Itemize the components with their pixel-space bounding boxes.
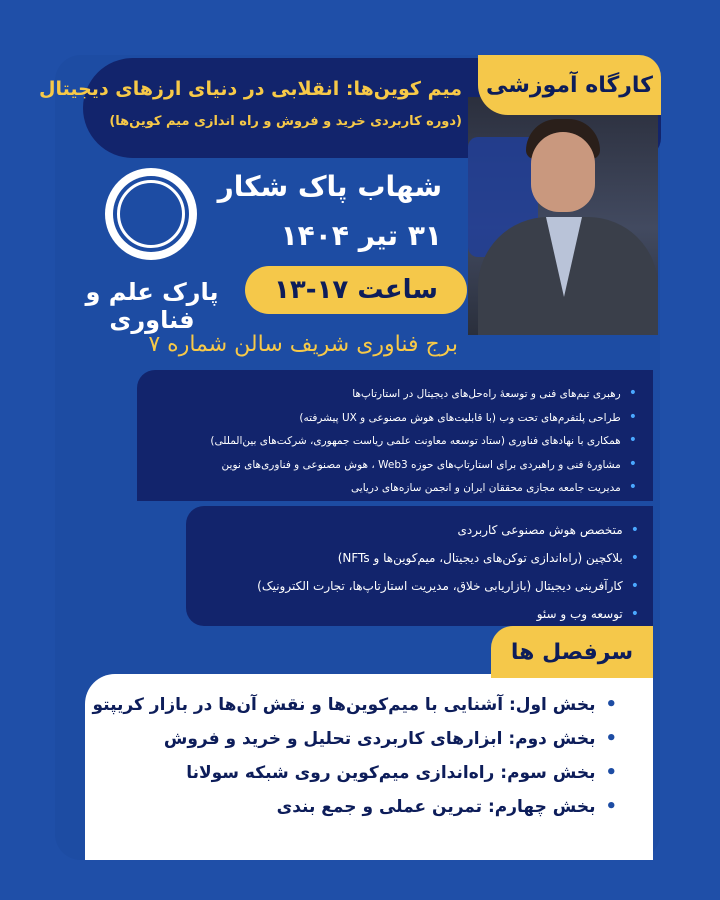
bio-item: • طراحی پلتفرم‌های تحت وب (با قابلیت‌های هوش مصنوعی و UX پیشرفته)	[137, 406, 637, 430]
sections-heading-badge	[491, 626, 653, 678]
science-park-logo-text: پارک علم و فناوری	[85, 278, 219, 334]
bio-item: • رهبری تیم‌های فنی و توسعهٔ راه‌حل‌های دیجیتال در استارتاپ‌ها	[137, 382, 637, 406]
skill-item: • کارآفرینی دیجیتال (بازاریابی خلاق، مدیریت استارتاپ‌ها، تجارت الکترونیک)	[186, 572, 639, 600]
workshop-label-badge	[478, 55, 661, 115]
course-outline-panel	[85, 674, 653, 860]
outline-item: • بخش اول: آشنایی با میم‌کوین‌ها و نقش آن‌ها در بازار کریپتو	[85, 688, 617, 722]
speaker-bio-panel	[137, 370, 653, 501]
workshop-subtitle: (دوره کاربردی خرید و فروش و راه اندازی میم کوین‌ها)	[109, 114, 462, 129]
skills-panel	[186, 506, 653, 626]
bio-item: • همکاری با نهادهای فناوری (ستاد توسعه معاونت علمی ریاست جمهوری، شرکت‌های بین‌المللی)	[137, 429, 637, 453]
speaker-name: شهاب پاک شکار	[217, 170, 442, 203]
university-logo-icon	[105, 168, 197, 260]
bio-item: • مدیریت جامعه مجازی محققان ایران و انجمن سازه‌های دریایی	[137, 476, 637, 500]
workshop-label: کارگاه آموزشی	[486, 72, 653, 98]
speaker-photo	[468, 97, 658, 335]
sections-heading: سرفصل ها	[510, 639, 634, 665]
outline-item: • بخش سوم: راه‌اندازی میم‌کوین روی شبکه سولانا	[85, 756, 617, 790]
skill-item: • توسعه وب و سئو	[186, 600, 639, 628]
event-date: ۳۱ تیر ۱۴۰۴	[280, 219, 442, 252]
time-badge	[245, 266, 467, 314]
bio-item: • مشاورهٔ فنی و راهبردی برای استارتاپ‌های حوزه Web3 ، هوش مصنوعی و فناوری‌های نوین	[137, 453, 637, 477]
outline-item: • بخش چهارم: تمرین عملی و جمع بندی	[85, 790, 617, 824]
skill-item: • بلاکچین (راه‌اندازی توکن‌های دیجیتال، میم‌کوین‌ها و NFTs)	[186, 544, 639, 572]
event-venue: برج فناوری شریف سالن شماره ۷	[148, 332, 458, 357]
skill-item: • متخصص هوش مصنوعی کاربردی	[186, 516, 639, 544]
outline-item: • بخش دوم: ابزارهای کاربردی تحلیل و خرید و فروش	[85, 722, 617, 756]
workshop-title: میم کوین‌ها: انقلابی در دنیای ارزهای دیجیتال	[38, 78, 462, 100]
event-time: ساعت ۱۷-۱۳	[274, 275, 438, 305]
